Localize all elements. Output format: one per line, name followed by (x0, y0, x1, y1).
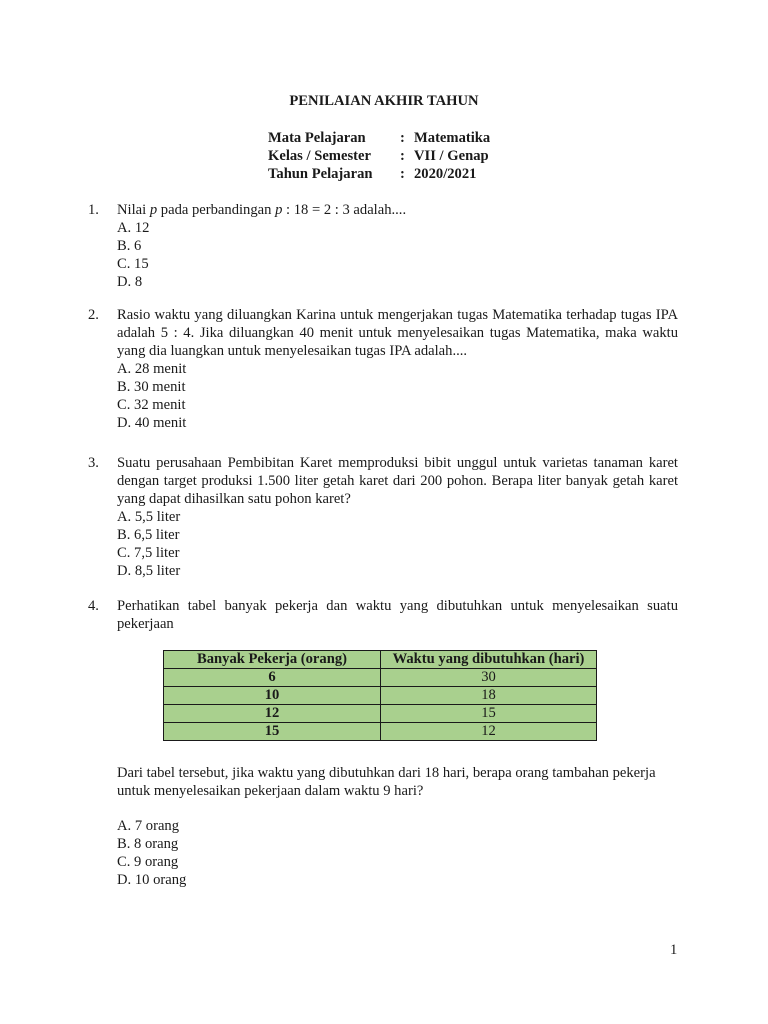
question-text (117, 201, 678, 219)
table-cell: 10 (164, 687, 381, 705)
page-number: 1 (670, 942, 678, 958)
question-4 (88, 597, 678, 633)
text-part: Nilai (117, 202, 150, 218)
meta-colon: : (400, 148, 405, 164)
page-title: PENILAIAN AKHIR TAHUN (289, 93, 479, 109)
meta-value: Matematika (414, 130, 491, 146)
option-a: A. 7 orang (117, 818, 180, 834)
meta-value: 2020/2021 (414, 166, 477, 182)
table-header: Waktu yang dibutuhkan (hari) (381, 651, 597, 669)
question-follow-up: Dari tabel tersebut, jika waktu yang dibutuhkan dari 18 hari, berapa orang tambahan pekerja untuk menyelesaikan pekerjaan dalam waktu 9 hari? (117, 765, 656, 799)
meta-colon: : (400, 166, 405, 182)
option-d: D. 8 (117, 274, 143, 290)
table-header-row (164, 651, 597, 669)
meta-value: VII / Genap (414, 148, 489, 164)
table-cell: 12 (164, 705, 381, 723)
question-number: 2. (88, 307, 99, 323)
table-row (164, 687, 597, 705)
option-c: C. 9 orang (117, 854, 179, 870)
question-text: Suatu perusahaan Pembibitan Karet memproduksi bibit unggul untuk varietas tanaman karet dengan target produksi 1.500 liter getah karet dari 200 pohon. Berapa liter banyak getah karet yang dapat dihasilkan satu pohon karet? (117, 455, 678, 507)
question-1 (88, 201, 678, 291)
question-text: Rasio waktu yang diluangkan Karina untuk mengerjakan tugas Matematika terhadap tugas IPA adalah 5 : 4. Jika diluangkan 40 menit untuk menyelesaikan tugas Matematika, maka waktu yang dia luangkan untuk menyelesaikan tugas IPA adalah.... (117, 307, 678, 359)
variable: p (149, 202, 158, 218)
option-b: B. 8 orang (117, 836, 179, 852)
option-b: B. 6,5 liter (117, 527, 180, 543)
text-part: pada perbandingan (157, 202, 276, 218)
table-row (164, 705, 597, 723)
variable: p (275, 202, 283, 218)
option-b: B. 30 menit (117, 379, 186, 395)
table-cell: 6 (164, 669, 381, 687)
option-d: D. 40 menit (117, 415, 187, 431)
option-a: A. 5,5 liter (117, 509, 181, 525)
question-text: Perhatikan tabel banyak pekerja dan waktu yang dibutuhkan untuk menyelesaikan suatu pekerjaan (117, 598, 678, 632)
meta-label: Kelas / Semester (268, 148, 371, 164)
option-c: C. 7,5 liter (117, 545, 180, 561)
table-cell: 15 (164, 723, 381, 741)
option-d: D. 10 orang (117, 872, 187, 888)
option-d: D. 8,5 liter (117, 563, 181, 579)
question-2 (88, 306, 678, 432)
meta-row-class (268, 147, 490, 165)
table-header: Banyak Pekerja (orang) (164, 651, 381, 669)
meta-label: Tahun Pelajaran (268, 166, 373, 182)
meta-row-subject (268, 129, 490, 147)
question-number: 4. (88, 598, 99, 614)
meta-label: Mata Pelajaran (268, 130, 366, 146)
meta-colon: : (400, 130, 405, 146)
question-number: 1. (88, 202, 99, 218)
exam-meta (268, 129, 490, 183)
table-cell: 18 (381, 687, 597, 705)
table-row (164, 669, 597, 687)
option-a: A. 28 menit (117, 361, 187, 377)
question-3 (88, 454, 678, 580)
option-c: C. 32 menit (117, 397, 186, 413)
option-c: C. 15 (117, 256, 149, 272)
text-part: : 18 = 2 : 3 adalah.... (282, 202, 407, 218)
table-row (164, 723, 597, 741)
table-cell: 12 (381, 723, 597, 741)
workers-table (163, 650, 597, 741)
meta-row-year (268, 165, 490, 183)
option-a: A. 12 (117, 220, 150, 236)
table-cell: 30 (381, 669, 597, 687)
table-cell: 15 (381, 705, 597, 723)
option-b: B. 6 (117, 238, 142, 254)
question-number: 3. (88, 455, 99, 471)
question-4-options (117, 817, 678, 889)
